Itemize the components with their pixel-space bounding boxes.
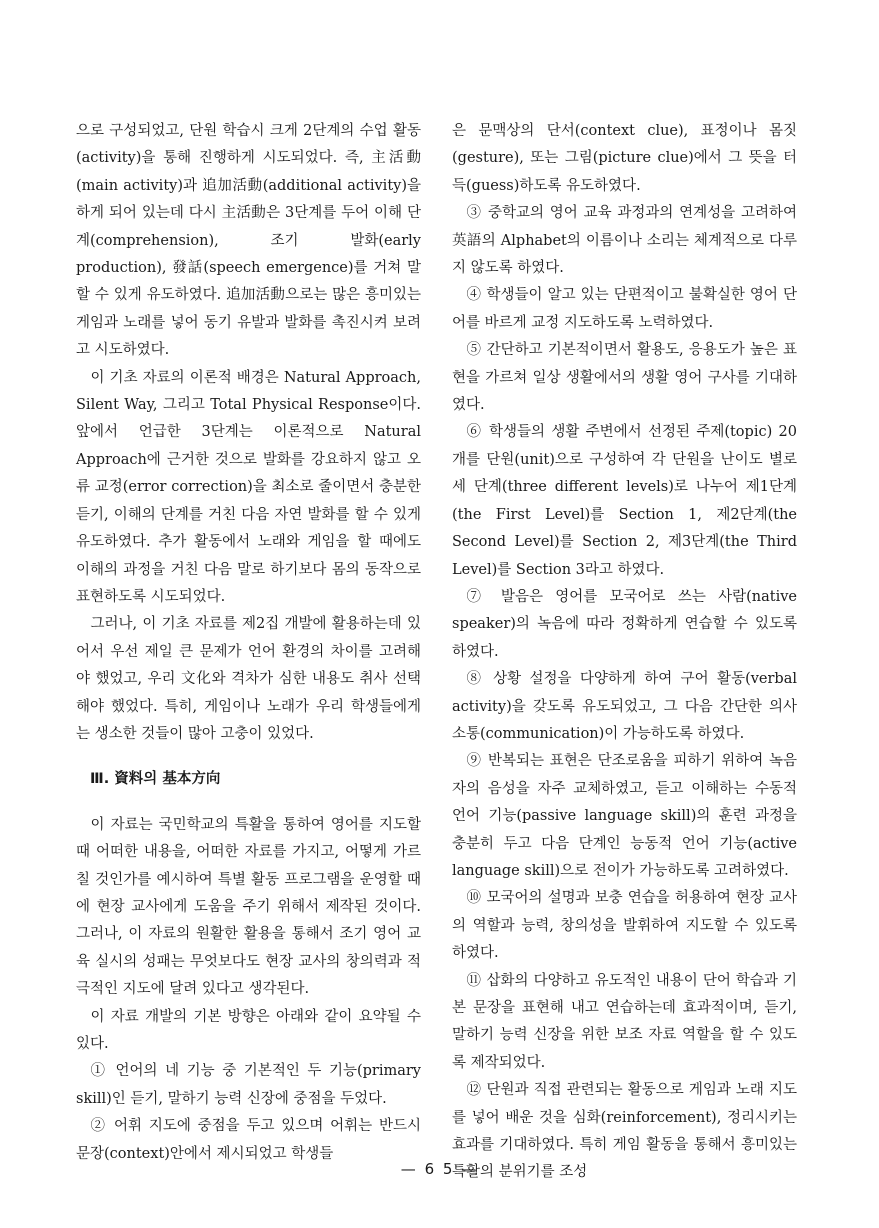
list-item: ⑪ 삽화의 다양하고 유도적인 내용이 단어 학습과 기본 문장을 표현해 내고 연습하는데 효과적이며, 듣기, 말하기 능력 신장을 위한 보조 자료 역할을 할 수 있도록 제작되었다. bbox=[452, 972, 797, 1071]
paragraph: 은 문맥상의 단서(context clue), 표정이나 몸짓(gesture), 또는 그림(picture clue)에서 그 뜻을 터득(guess)하도록 유도하였다. bbox=[452, 123, 797, 194]
list-item: ⑧ 상황 설정을 다양하게 하여 구어 활동(verbal activity)을 갖도록 유도되었고, 그 다음 간단한 의사 소통(communication)이 가능하도록 하였다. bbox=[452, 671, 797, 742]
list-item: ⑩ 모국어의 설명과 보충 연습을 허용하여 현장 교사의 역할과 능력, 창의성을 발휘하여 지도할 수 있도록 하였다. bbox=[452, 890, 797, 962]
list-item: ⑨ 반복되는 표현은 단조로움을 피하기 위하여 녹음자의 음성을 자주 교체하였고, 듣고 이해하는 수동적 언어 기능(passive language skill)의 훈련 과정을 충분히 두고 다음 단계인 능동적 언어 기능(active language skill)으로 전이가 가능하도록 고려하였다. bbox=[452, 753, 797, 879]
paragraph: 그러나, 이 기초 자료를 제2집 개발에 활용하는데 있어서 우선 제일 큰 문제가 언어 환경의 차이를 고려해야 했었고, 우리 文化와 격차가 심한 내용도 취사 선택해야 했었다. 특히, 게임이나 노래가 우리 학생들에게는 생소한 것들이 많아 고충이 있었다. bbox=[76, 616, 421, 742]
section-heading: Ⅲ. 資料의 基本方向 bbox=[90, 771, 221, 788]
list-item: ① 언어의 네 기능 중 기본적인 두 기능(primary skill)인 듣기, 말하기 능력 신장에 중점을 두었다. bbox=[76, 1063, 421, 1107]
list-item: ⑤ 간단하고 기본적이면서 활용도, 응용도가 높은 표현을 가르쳐 일상 생활에서의 생활 영어 구사를 기대하였다. bbox=[452, 342, 797, 414]
paragraph: 이 기초 자료의 이론적 배경은 Natural Approach, Silent Way, 그리고 Total Physical Response이다. 앞에서 언급한 3단계는 이론적으로 Natural Approach에 근거한 것으로 발화를 강요하지 않고 오류 교정(error correction)을 최소로 줄이면서 충분한 듣기, 이해의 단계를 거친 다음 자연 발화를 할 수 있게 유도하였다. 추가 활동에서 노래와 게임을 할 때에도 이해의 과정을 거친 다음 말로 하기보다 몸의 동작으로 표현하도록 시도되었다. bbox=[76, 369, 421, 605]
paragraph: 이 자료 개발의 기본 방향은 아래와 같이 요약될 수 있다. bbox=[76, 1008, 421, 1052]
paragraph: 이 자료는 국민학교의 특활을 통하여 영어를 지도할 때 어떠한 내용을, 어떠한 자료를 가지고, 어떻게 가르칠 것인가를 예시하여 특별 활동 프로그램을 운영할 때에 현장 교사에게 도움을 주기 위해서 제작된 것이다. 그러나, 이 자료의 원활한 활용을 통해서 조기 영어 교육 실시의 성패는 무엇보다도 현장 교사의 창의력과 적극적인 지도에 달려 있다고 생각된다. bbox=[76, 816, 421, 998]
list-item: ② 어휘 지도에 중점을 두고 있으며 어휘는 반드시 문장(context)안에서 제시되었고 학생들 bbox=[76, 1118, 421, 1162]
paragraph: 으로 구성되었고, 단원 학습시 크게 2단계의 수업 활동(activity)을 통해 진행하게 시도되었다. 즉, 主活動(main activity)과 追加活動(additional activity)을 하게 되어 있는데 다시 主活動은 3단계를 두어 이해 단계(comprehension), 조기 발화(early production), 發話(speech emergence)를 거쳐 말할 수 있게 유도하였다. 追加活動으로는 많은 흥미있는 게임과 노래를 넣어 동기 유발과 발화를 촉진시켜 보려고 시도하였다. bbox=[76, 123, 421, 359]
right-column bbox=[452, 118, 797, 1187]
list-item: ⑥ 학생들의 생활 주변에서 선정된 주제(topic) 20개를 단원(unit)으로 구성하여 각 단원을 난이도 별로 세 단계(three different levels)로 나누어 제1단계(the First Level)를 Section 1, 제2단계(the Second Level)를 Section 2, 제3단계(the Third Level)를 Section 3라고 하였다. bbox=[452, 424, 797, 578]
list-item: ④ 학생들이 알고 있는 단편적이고 불확실한 영어 단어를 바르게 교정 지도하도록 노력하였다. bbox=[452, 287, 797, 331]
list-item: ⑦ 발음은 영어를 모국어로 쓰는 사람(native speaker)의 녹음에 따라 정확하게 연습할 수 있도록 하였다. bbox=[452, 588, 797, 660]
left-column bbox=[76, 118, 421, 1168]
page-number: — 6 5 — bbox=[400, 1160, 479, 1178]
list-item: ③ 중학교의 영어 교육 과정과의 연계성을 고려하여 英語의 Alphabet의 이름이나 소리는 체계적으로 다루지 않도록 하였다. bbox=[452, 205, 797, 277]
list-item: ⑫ 단원과 직접 관련되는 활동으로 게임과 노래 지도를 넣어 배운 것을 심화(reinforcement), 정리시키는 효과를 기대하였다. 특히 게임 활동을 통해서 흥미있는 특활의 분위기를 조성 bbox=[452, 1082, 797, 1181]
